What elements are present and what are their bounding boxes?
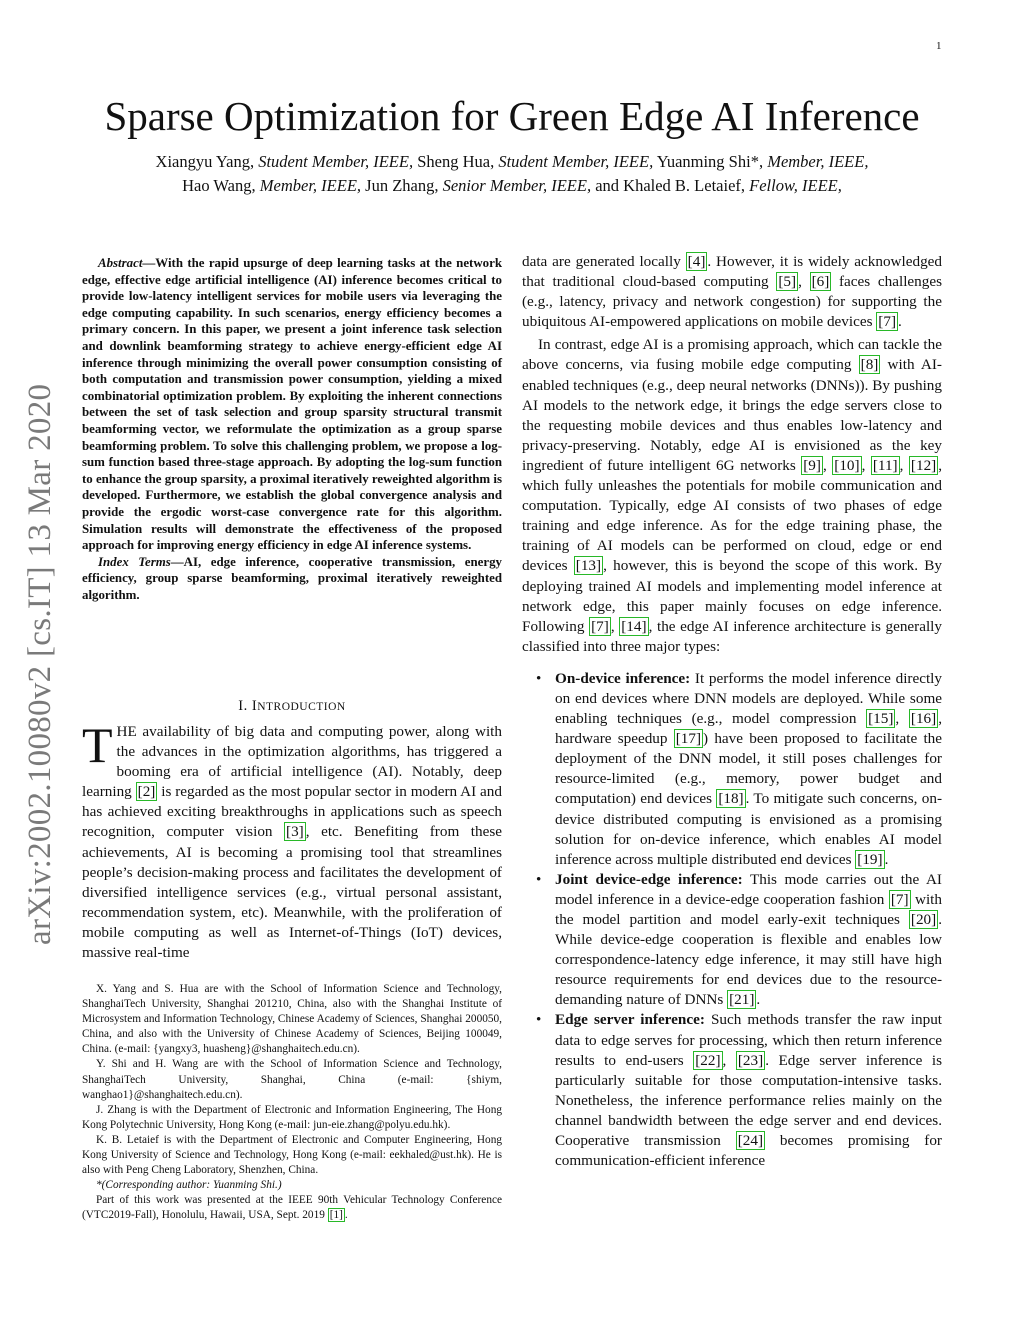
- citation-link[interactable]: [1]: [329, 1209, 343, 1222]
- citation-link[interactable]: [4]: [687, 253, 706, 270]
- bullet-icon: •: [536, 870, 542, 888]
- citation-link[interactable]: [22]: [695, 1051, 721, 1069]
- list-item: • Joint device-edge inference: This mode carries out the AI model inference in a device-edge cooperation fashion [7] with the model partition and model early-exit techniques [20] . While device-edge cooperation is flexible and enables low correspondence-latency edge inference, it may still have high resource requirements for end devices due to the resource-demanding nature of DNNs [21] .: [536, 870, 942, 1009]
- citation-link[interactable]: [3]: [286, 823, 304, 841]
- citation-link[interactable]: [10]: [834, 456, 860, 474]
- citation-link[interactable]: [23]: [737, 1051, 764, 1069]
- bullet-icon: •: [536, 1011, 542, 1029]
- paragraph: data are generated locally [4] . However, it is widely acknowledged that traditional cloud-based computing [5] , [6] faces challenges (e.g., latency, privacy and network congestion) for supporting the ubiquitous AI-empowered applications on mobile devices [7] .: [522, 253, 942, 331]
- citation-link[interactable]: [11]: [872, 456, 898, 474]
- citation-link[interactable]: [13]: [575, 557, 602, 575]
- citation-link[interactable]: [6]: [811, 273, 830, 291]
- citation-link[interactable]: [7]: [878, 313, 897, 331]
- citation-link[interactable]: [9]: [803, 456, 821, 474]
- author-list: [0, 150, 1024, 198]
- citation-link[interactable]: [24]: [737, 1132, 764, 1150]
- authors-line-1: Xiangyu Yang, Student Member, IEEE, Sheng Hua, Student Member, IEEE, Yuanming Shi*, Member, IEEE,: [155, 152, 869, 171]
- bullet-icon: •: [536, 669, 542, 687]
- citation-link[interactable]: [16]: [910, 710, 937, 728]
- introduction-paragraph: THE availability of big data and computing power, along with the advances in the optimization algorithms, has triggered a booming era of artificial intelligence (AI). Notably, deep learning [2] is regarded as the most popular sector in modern AI and has achieved exciting breakthroughs in applications such as speech recognition, computer vision [3] , etc. Benefiting from these achievements, AI is becoming a promising tool that streamlines people’s decision-making process and facilitates the development of diversified intelligence services (e.g., virtual personal assistant, recommendation system, etc). Meanwhile, with the proliferation of mobile computing as well as Internet-of-Things (IoT) devices, massive real-time: [82, 717, 502, 962]
- citation-link[interactable]: [15]: [868, 710, 894, 728]
- citation-link[interactable]: [20]: [910, 911, 937, 928]
- arxiv-watermark: arXiv:2002.10080v2 [cs.IT] 13 Mar 2020: [22, 383, 58, 945]
- list-item: • On-device inference: It performs the model inference directly on end devices where DNN models are deployed. While some enabling techniques (e.g., model compression [15] , [16] , hardware speedup [17] ) have been proposed to facilitate the deployment of the DNN model, it still poses challenges for resource-limited (e.g., memory, power budget and computation) end devices [18] . To mitigate such concerns, on-device distributed computing is envisioned as a promising solution for on-device inference, which enables AI model inference across multiple distributed end devices [19] .: [536, 669, 943, 868]
- citation-link[interactable]: [2]: [137, 783, 156, 801]
- paragraph: In contrast, edge AI is a promising approach, which can tackle the above concerns, via fusing mobile edge computing [8] with AI-enabled techniques (e.g., deep neural networks (DNNs)). By pushing AI models to the network edge, it brings the edge servers close to the requesting mobile devices and thus enables low-latency and privacy-preserving. Notably, edge AI is envisioned as the key ingredient of future intelligent 6G networks [9] , [10] , [11] , [12] , which fully unleashes the potentials for mobile communication and computation. Typically, edge AI consists of two phases of edge training and edge inference. As for the edge training phase, the training of AI models can be performed on cloud, edge or end devices [13] , however, this is beyond the scope of this work. By deploying trained AI models and implementing model inference at network edge, this paper mainly focuses on edge inference. Following [7] , [14] , the edge AI inference architecture is generally classified into three major types:: [522, 336, 943, 655]
- drop-cap: T: [82, 717, 113, 773]
- citation-link[interactable]: [12]: [910, 456, 937, 474]
- citation-link[interactable]: [18]: [718, 790, 744, 808]
- citation-link[interactable]: [7]: [591, 617, 609, 635]
- inference-types-list: [522, 669, 942, 1171]
- citation-link[interactable]: [19]: [857, 850, 883, 868]
- footnotes: X. Yang and S. Hua are with the School of Information Science and Technology, ShanghaiTech University, Shanghai 201210, China, also with the Shanghai Institute of Microsystem and Information Technology, Chinese Academy of Sciences, Shanghai 200050, China, and also with the University of Chinese Academy of Sciences, Beijing 100049, China. (e-mail: {yangxy3, huasheng}@shanghaitech.edu.cn). Y. Shi and H. Wang are with the School of Information Science and Technology, ShanghaiTech University, Shanghai, China (e-mail: {shiym, wanghao1}@shanghaitech.edu.cn). J. Zhang is with the Department of Electronic and Information Engineering, The Hong Kong Polytechnic University, Hong Kong (e-mail: jun-eie.zhang@polyu.edu.hk). K. B. Letaief is with the Department of Electronic and Computer Engineering, Hong Kong University of Science and Technology, Hong Kong (e-mail: eekhaled@ust.hk). He is also with Peng Cheng Laboratory, Shenzhen, China. *(Corresponding author: Yuanming Shi.) Part of this work was presented at the IEEE 90th Vehicular Technology Conference (VTC2019-Fall), Honolulu, Hawaii, USA, Sept. 2019 [1] .: [82, 983, 502, 1222]
- paper-title: Sparse Optimization for Green Edge AI Inference: [104, 93, 920, 139]
- authors-line-2: Hao Wang, Member, IEEE, Jun Zhang, Senior Member, IEEE, and Khaled B. Letaief, Fellow, IEEE,: [182, 176, 842, 195]
- citation-link[interactable]: [5]: [778, 273, 797, 291]
- page-number: 1: [936, 40, 942, 52]
- citation-link[interactable]: [21]: [729, 991, 755, 1009]
- abstract: Abstract—With the rapid upsurge of deep learning tasks at the network edge, effective edge artificial intelligence (AI) inference becomes critical to provide low-latency intelligent services for mobile users via leveraging the edge computing capability. In such scenarios, energy efficiency becomes a primary concern. In this paper, we present a joint inference task selection and downlink beamforming strategy to achieve energy-efficient edge AI inference through minimizing the overall power consumption consisting of both computation and transmission power consumption, yielding a mixed combinatorial optimization problem. By exploiting the inherent connections between the set of task selection and group sparsity structural transmit beamforming vector, we reformulate the optimization as a group sparse beamforming problem. To solve this challenging problem, we propose a log-sum function based three-stage approach. By adopting the log-sum function to enhance the group sparsity, a proximal iteratively reweighted algorithm is developed. Furthermore, we establish the global convergence analysis and provide the ergodic worst-case convergence rate for this algorithm. Simulation results will demonstrate the effectiveness of the proposed approach for improving energy efficiency in edge AI inference systems. Index Terms—AI, edge inference, cooperative transmission, energy efficiency, group sparse beamforming, proximal iteratively reweighted algorithm.: [82, 256, 502, 602]
- citation-link[interactable]: [17]: [675, 730, 702, 748]
- citation-link[interactable]: [14]: [621, 617, 647, 635]
- right-column-body: [522, 252, 942, 1171]
- list-item: • Edge server inference: Such methods transfer the raw input data to edge serves for processing, which then return inference results to end-users [22] , [23] . Edge server inference is particularly suitable for those computation-intensive tasks. Nonetheless, the inference performance relies mainly on the channel bandwidth between the edge server and end devices. Cooperative transmission [24] becomes promising for communication-efficient inference: [536, 1011, 943, 1170]
- section-heading-introduction: I. INTRODUCTION: [238, 698, 346, 714]
- citation-link[interactable]: [7]: [890, 890, 909, 908]
- citation-link[interactable]: [8]: [860, 356, 879, 374]
